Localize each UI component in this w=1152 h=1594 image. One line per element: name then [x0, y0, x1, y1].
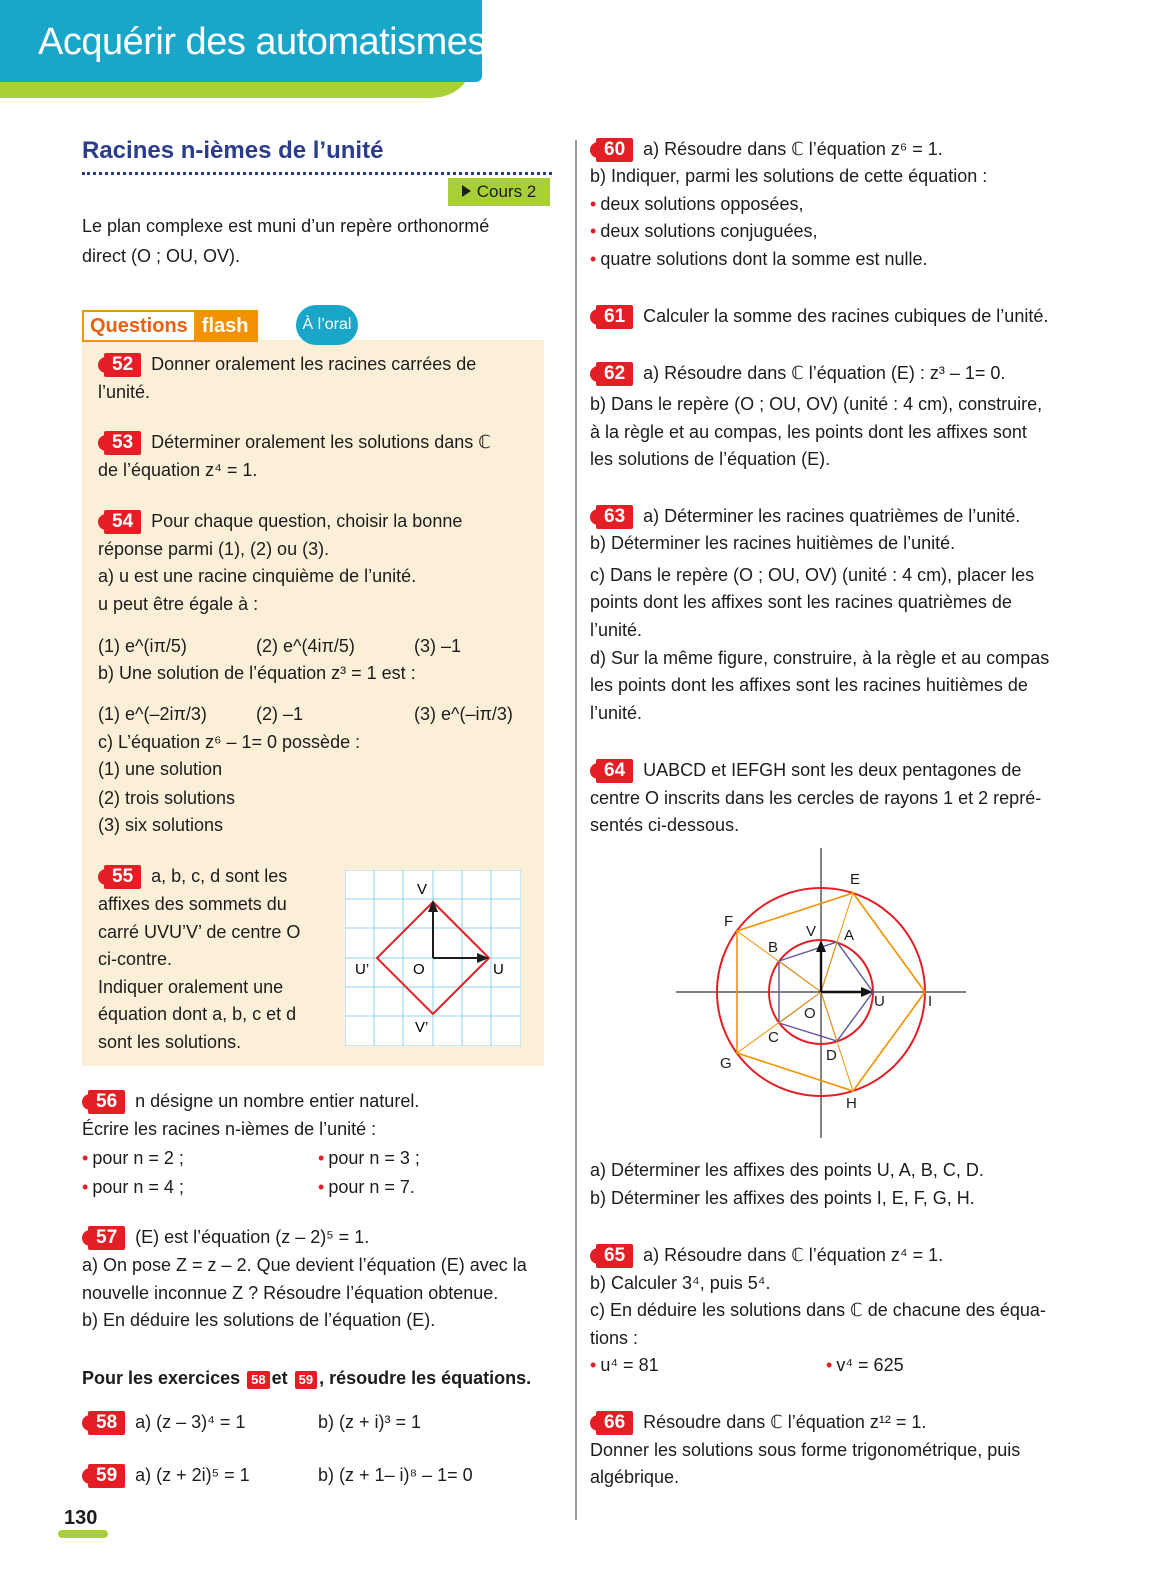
ex63-line7: les points dont les affixes sont les racines huitièmes de: [590, 675, 1028, 695]
ex64-text1: UABCD et IEFGH sont les deux pentagones de: [643, 760, 1022, 780]
ex54-c3: (3) six solutions: [98, 815, 224, 835]
cours-label: Cours 2: [476, 182, 537, 201]
ex56-item4: • pour n = 7.: [318, 1177, 415, 1197]
ex55-line2: affixes des sommets du: [98, 894, 287, 914]
ex54-number: 54: [104, 510, 141, 534]
ex52-text1: Donner oralement les racines carrées de: [151, 354, 477, 374]
ex58-line: [88, 1408, 245, 1436]
ex63-line5: l’unité.: [590, 620, 643, 640]
fig55-label-O: O: [413, 961, 425, 978]
ex59-a: a) (z + 2i)⁵ = 1: [135, 1465, 250, 1485]
oral-badge: À l’oral: [296, 305, 358, 345]
column-divider: [575, 140, 577, 1520]
intro-line-2: direct (O ; OU, OV).: [82, 246, 241, 266]
ex63-line6: d) Sur la même figure, construire, à la règle et au compas: [590, 648, 1050, 668]
ex54-a-option2: (2) e^(4iπ/5): [256, 636, 355, 656]
ex53-text1: Déterminer oralement les solutions dans ℂ: [151, 432, 491, 452]
ex60-item2: • deux solutions conjuguées,: [590, 221, 818, 241]
ex63-line8: l’unité.: [590, 703, 643, 723]
section-title: Racines n-ièmes de l’unité: [82, 137, 384, 164]
ex56-item2: • pour n = 3 ;: [318, 1148, 420, 1168]
ex54-a: a) u est une racine cinquième de l’unité.: [98, 566, 417, 586]
ex65-line1: [596, 1241, 943, 1269]
ex59-number: 59: [88, 1464, 125, 1488]
ex58-a: a) (z – 3)⁴ = 1: [135, 1412, 246, 1432]
ex55-number: 55: [104, 865, 141, 889]
ex57-text1: (E) est l’équation (z – 2)⁵ = 1.: [135, 1227, 370, 1247]
header-title: Acquérir des automatismes: [38, 21, 486, 63]
fig64-label-A: A: [844, 927, 855, 944]
ex61-number: 61: [596, 305, 633, 329]
ex66-number: 66: [596, 1411, 633, 1435]
ex54-c1: (1) une solution: [98, 759, 223, 779]
ex59-line: [88, 1461, 250, 1489]
fig55-label-V: V: [417, 881, 428, 898]
ex64-number: 64: [596, 759, 633, 783]
ex62-line3: à la règle et au compas, les points dont les affixes sont: [590, 422, 1027, 442]
section-dotted-rule: [82, 172, 552, 175]
ex53-number: 53: [104, 431, 141, 455]
ex63-line4: points dont les affixes sont les racines quatrièmes de: [590, 592, 1012, 612]
ex60-item3-text: quatre solutions dont la somme est nulle.: [600, 249, 928, 269]
ex56-line1: [88, 1087, 419, 1115]
ex55-line7: sont les solutions.: [98, 1032, 242, 1052]
ex54-b: b) Une solution de l’équation z³ = 1 est :: [98, 663, 416, 683]
ex54-b-option3: (3) e^(–iπ/3): [414, 704, 513, 724]
ex66-line2: Donner les solutions sous forme trigonométrique, puis: [590, 1440, 1021, 1460]
fig55-label-V1: V’: [415, 1019, 429, 1036]
ex66-line3: algébrique.: [590, 1467, 680, 1487]
ex57-line4: b) En déduire les solutions de l’équation (E).: [82, 1310, 436, 1330]
ex53-line2: de l’équation z⁴ = 1.: [98, 460, 258, 480]
ex52-line1: [104, 350, 476, 378]
instruction-text1: Pour les exercices: [82, 1368, 241, 1388]
fig55-label-U1: U’: [355, 961, 370, 978]
ex52-line2: l’unité.: [98, 382, 151, 402]
fig64-label-D: D: [826, 1047, 837, 1064]
ex65-item1: • u⁴ = 81: [590, 1355, 659, 1375]
ex66-text1: Résoudre dans ℂ l’équation z¹² = 1.: [643, 1412, 927, 1432]
ex59-b: b) (z + 1– i)⁸ – 1= 0: [318, 1465, 473, 1485]
instruction-text2: et: [271, 1368, 288, 1388]
ex55-line5: Indiquer oralement une: [98, 977, 284, 997]
ex65-line3: c) En déduire les solutions dans ℂ de chacune des équa-: [590, 1300, 1046, 1320]
fig55-label-U: U: [493, 961, 504, 978]
ex54-c2: (2) trois solutions: [98, 788, 236, 808]
ex66-line1: [596, 1408, 926, 1436]
ex54-b-option2: (2) –1: [256, 704, 304, 724]
ex56-item3: • pour n = 4 ;: [82, 1177, 184, 1197]
ex64-b: b) Déterminer les affixes des points I, E, F, G, H.: [590, 1188, 975, 1208]
ex56-item3-text: pour n = 4 ;: [92, 1177, 184, 1197]
ex60-item1-text: deux solutions opposées,: [600, 194, 804, 214]
ex54-a-option3: (3) –1: [414, 636, 462, 656]
fig64-label-V: V: [806, 923, 817, 940]
ex61-line1: [596, 302, 1048, 330]
ex60-item3: • quatre solutions dont la somme est nulle.: [590, 249, 928, 269]
ex56-item2-text: pour n = 3 ;: [328, 1148, 420, 1168]
ex62-line4: les solutions de l’équation (E).: [590, 449, 831, 469]
cours-tag[interactable]: [448, 178, 550, 206]
ex56-line2: Écrire les racines n-ièmes de l’unité :: [82, 1119, 377, 1139]
ex65-line2: b) Calculer 3⁴, puis 5⁴.: [590, 1273, 771, 1293]
fig64-label-U: U: [874, 993, 885, 1010]
ex60-line1: [596, 135, 943, 163]
ex64-a: a) Déterminer les affixes des points U, A, B, C, D.: [590, 1160, 984, 1180]
fig64-label-G: G: [720, 1055, 732, 1072]
ex55-line1: [104, 862, 287, 890]
ex55-text1: a, b, c, d sont les: [151, 866, 288, 886]
ex62-line2: b) Dans le repère (O ; OU, OV) (unité : 4 cm), construire,: [590, 394, 1043, 414]
page-number: 130: [64, 1507, 98, 1529]
ex60-line2: b) Indiquer, parmi les solutions de cette équation :: [590, 166, 988, 186]
ex58-number: 58: [88, 1411, 125, 1435]
ex56-number: 56: [88, 1090, 125, 1114]
fig64-label-O: O: [804, 1005, 816, 1022]
ex65-item1-text: u⁴ = 81: [600, 1355, 659, 1375]
ex58-b: b) (z + i)³ = 1: [318, 1412, 422, 1432]
fig64-label-F: F: [724, 913, 734, 930]
ex54-a2: u peut être égale à :: [98, 594, 259, 614]
ex56-item1-text: pour n = 2 ;: [92, 1148, 184, 1168]
questions-flash-tag: [82, 310, 258, 342]
ex53-line1: [104, 428, 491, 456]
ex60-item1: • deux solutions opposées,: [590, 194, 804, 214]
ex57-line3: nouvelle inconnue Z ? Résoudre l’équation obtenue.: [82, 1283, 499, 1303]
ex54-c: c) L’équation z⁶ – 1= 0 possède :: [98, 732, 361, 752]
ex56-text1: n désigne un nombre entier naturel.: [135, 1091, 420, 1111]
ex57-number: 57: [88, 1226, 125, 1250]
ex60-item2-text: deux solutions conjuguées,: [600, 221, 818, 241]
page-number-bar: [58, 1530, 108, 1538]
instruction-text3: , résoudre les équations.: [319, 1368, 532, 1388]
ex54-line2: réponse parmi (1), (2) ou (3).: [98, 539, 330, 559]
flash-tag-f: flash: [194, 312, 257, 340]
ex62-text1: a) Résoudre dans ℂ l’équation (E) : z³ – 1= 0.: [643, 363, 1006, 383]
square-figure: [345, 870, 521, 1046]
ex60-number: 60: [596, 138, 633, 162]
ex65-line4: tions :: [590, 1328, 639, 1348]
ex56-item4-text: pour n = 7.: [328, 1177, 415, 1197]
fig64-label-I: I: [928, 993, 933, 1010]
intro-line-1: Le plan complexe est muni d’un repère orthonormé: [82, 216, 490, 236]
ex62-line1: [596, 359, 1005, 387]
ex54-a-option1: (1) e^(iπ/5): [98, 636, 187, 656]
instruction-num59: 59: [295, 1371, 317, 1389]
ex56-item1: • pour n = 2 ;: [82, 1148, 184, 1168]
ex55-line6: équation dont a, b, c et d: [98, 1004, 297, 1024]
ex63-number: 63: [596, 505, 633, 529]
pentagons-figure: [676, 846, 968, 1140]
ex55-line4: ci-contre.: [98, 949, 173, 969]
fig64-label-C: C: [768, 1029, 779, 1046]
ex54-text1: Pour chaque question, choisir la bonne: [151, 511, 463, 531]
ex65-item2-text: v⁴ = 625: [836, 1355, 904, 1375]
ex55-line3: carré UVU’V’ de centre O: [98, 922, 301, 942]
ex64-line3: sentés ci-dessous.: [590, 815, 740, 835]
ex63-text1: a) Déterminer les racines quatrièmes de l’unité.: [643, 506, 1021, 526]
instruction-num58: 58: [247, 1371, 269, 1389]
ex64-line1: [596, 756, 1021, 784]
ex64-line2: centre O inscrits dans les cercles de rayons 1 et 2 repré-: [590, 788, 1042, 808]
ex62-number: 62: [596, 362, 633, 386]
ex63-line1: [596, 502, 1020, 530]
ex63-line3: c) Dans le repère (O ; OU, OV) (unité : 4 cm), placer les: [590, 565, 1035, 585]
ex57-line1: [88, 1223, 369, 1251]
flash-tag-q: Questions: [90, 315, 188, 337]
ex63-line2: b) Déterminer les racines huitièmes de l’unité.: [590, 533, 956, 553]
ex52-number: 52: [104, 353, 141, 377]
ex65-number: 65: [596, 1244, 633, 1268]
exercises-58-59-instruction: [82, 1364, 531, 1392]
ex54-b-option1: (1) e^(–2iπ/3): [98, 704, 207, 724]
ex65-text1: a) Résoudre dans ℂ l’équation z⁴ = 1.: [643, 1245, 944, 1265]
ex54-line1: [104, 507, 462, 535]
play-icon: [462, 185, 471, 197]
ex60-text1: a) Résoudre dans ℂ l’équation z⁶ = 1.: [643, 139, 943, 159]
fig64-label-B: B: [768, 939, 779, 956]
fig64-label-E: E: [850, 871, 861, 888]
ex61-text1: Calculer la somme des racines cubiques de l’unité.: [643, 306, 1049, 326]
ex57-line2: a) On pose Z = z – 2. Que devient l’équation (E) avec la: [82, 1255, 527, 1275]
ex65-item2: • v⁴ = 625: [826, 1355, 904, 1375]
fig64-label-H: H: [846, 1095, 857, 1112]
